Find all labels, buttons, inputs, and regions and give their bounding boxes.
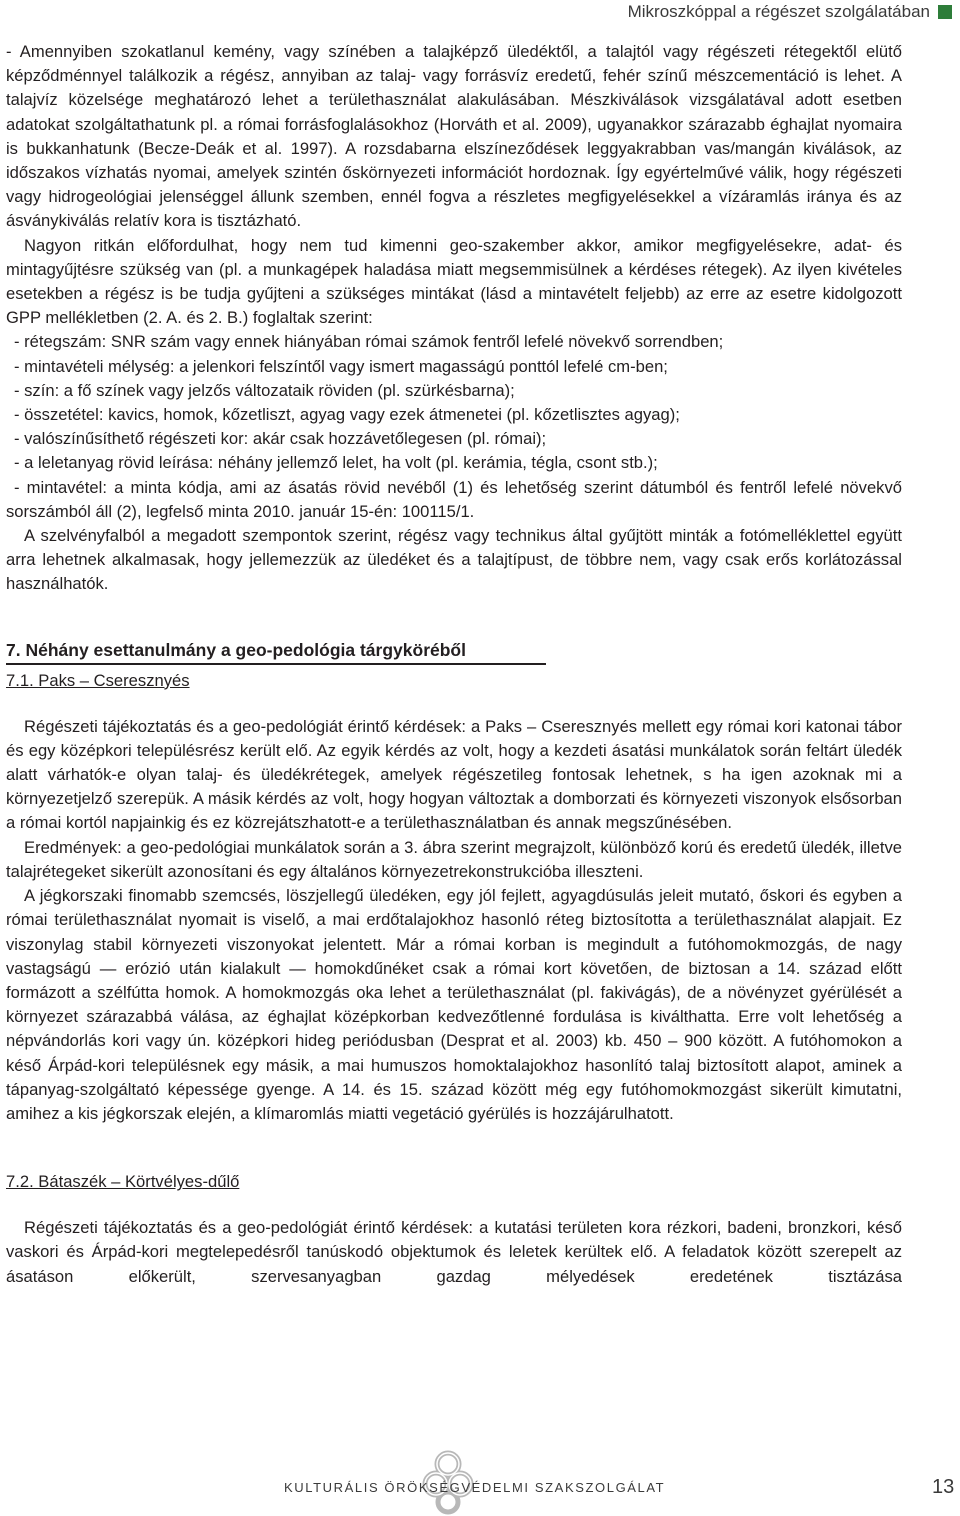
page-number: 13 [932, 1476, 955, 1498]
paragraph-paks-sand-movement: A jégkorszaki finomabb szemcsés, löszjellegű üledéken, egy jól fejlett, agyagdúsulás jeleit mutató, őskori és egyben a római területhasználat nyomait is viselő, a mai erdőtalajokhoz hasonló réteg biztosította a területhasználat alapjait. Ez viszonylag stabil környezeti viszonyokat jelentett. Már a római korban is megindult a futóhomokmozgás, de nagy vastagságú — erózió után kialakult — homokdűnéket csak a római kort követően, de biztosan a 14. század előtt formázott a szélfútta homok. A homokmozgás oka lehet a területhasználat (pl. fakivágás), de a növényzet gyérülését a környezet szárazabbá válása, az éghajlat középkorban kedvezőtlenné fordulása is kiválthatta. Erre volt lehetőség a népvándorlás kori vagy ún. középkori hideg periódusban (Desprat et al. 2003) kb. 450 – 900 között. A futóhomokon a késő Árpád-kori településnek egy másik, a mai humuszos homoktalajokhoz hasonlító talaj biztosított alapot, aminek a tápanyag-szolgáltató képessége gyenge. A 14. és 15. század között még egy futóhomokmozgást sikerült kimutatni, amihez a kis jégkorszak elején, a klímaromlás miatti vegetáció gyérülés is hozzájárulhatott. [6, 886, 902, 1123]
footer-organization: KULTURÁLIS ÖRÖKSÉGVÉDELMI SZAKSZOLGÁLAT [284, 1480, 666, 1495]
page-footer [0, 1440, 960, 1516]
sampling-criteria-list [6, 330, 902, 524]
running-header [628, 0, 952, 24]
paragraph-sampling-by-archaeologist: Nagyon ritkán előfordulhat, hogy nem tud kimenni geo-szakember akkor, amikor megfigyelésekre, adat- és mintagyűjtésre szükség van (pl. a munkagépek haladása miatt megsemmisülnek a kérdéses rétegek). Az ilyen kivételes esetekben a régész is be tudja gyűjteni a szükséges mintákat (lásd a mintavételt feljebb) az erre az esetre kidolgozott GPP mellékletben (2. A. és 2. B.) foglaltak szerint: [6, 235, 902, 328]
paragraph-paks-results: Eredmények: a geo-pedológiai munkálatok során a 3. ábra szerint megrajzolt, különböző korú és eredetű üledék, illetve talajrétegeket sikerült azonosítani és egy általános környezetrekonstrukcióba illeszteni. [6, 837, 902, 881]
paragraph-bataszek: Régészeti tájékoztatás és a geo-pedológiát érintő kérdések: a kutatási területen kora rézkori, badeni, bronzkori, késő vaskori és Árpád-kori megtelepedésről tanúskodó objektumok és leletek kerültek elő. A feladatok között szerepelt az ásatáson előkerült, szervesanyagban gazdag mélyedések eredetének tisztázása [6, 1218, 902, 1286]
subsection-heading-bataszek: 7.2. Bátaszék – Körtvélyes-dűlő [6, 1172, 240, 1192]
list-item: - rétegszám: SNR szám vagy ennek hiányában római számok fentről lefelé növekvő sorrendben; [14, 332, 724, 352]
list-item: - összetétel: kavics, homok, kőzetliszt, agyag vagy ezek átmenetei (pl. kőzetlisztes agyag); [14, 405, 680, 425]
page-body [6, 40, 902, 1289]
subsection-heading-paks: 7.1. Paks – Cseresznyés [6, 670, 190, 690]
paragraph-sample-usefulness: A szelvényfalból a megadott szempontok szerint, régész vagy technikus által gyűjtött minták a fotómelléklettel együtt arra lehetnek alkalmasak, hogy jellemezzük az üledéket és a talajtípust, de többre nem, vagy csak erős korlátozással használhatók. [6, 526, 902, 594]
list-item: - szín: a fő színek vagy jelzős változataik röviden (pl. szürkésbarna); [14, 380, 515, 400]
running-header-title: Mikroszkóppal a régészet szolgálatában [627, 2, 930, 21]
list-item: - valószínűsíthető régészeti kor: akár csak hozzávetőlegesen (pl. római); [14, 429, 547, 449]
list-item: - mintavételi mélység: a jelenkori felszíntől vagy ismert magasságú ponttól lefelé cm-ben; [14, 356, 668, 376]
list-item: - mintavétel: a minta kódja, ami az ásatás rövid nevéből (1) és lehetőség szerint dátumból és fentről lefelé növekvő sorszámból áll (2), legfelső minta 2010. január 15-én: 100115/1. [6, 477, 902, 521]
section-heading: 7. Néhány esettanulmány a geo-pedológia tárgyköréből [6, 638, 902, 665]
list-item: - a leletanyag rövid leírása: néhány jellemző lelet, ha volt (pl. kerámia, tégla, csont stb.); [14, 453, 658, 473]
green-square-icon [938, 5, 952, 19]
paragraph-mineral-precipitation: - Amennyiben szokatlanul kemény, vagy színében a talajképző üledéktől, a talajtól vagy régészeti rétegektől elütő képződménnyel találkozik a régész, annyiban az talaj- vagy forrásvíz eredetű, fehér színű mészcementáció is lehet. A talajvíz közelsége meghatározó lehet a területhasználat alakulásában. Mészkiválások vizsgálatával adott esetben adatokat szolgáltathatunk pl. a római forrásfoglalásokhoz (Horváth et al. 2009), ugyanakkor szárazabb éghajlat nyomaira is bukkanhatunk (Becze-Deák et al. 1997). A rozsdabarna elszíneződések leggyakrabban vas/mangán kiválások, az időszakos vízhatás nyomai, amelyek szintén őskörnyezeti információt hordoznak. Így egyértelművé válik, hogy régészeti vagy hidrogeológiai jelenséggel állunk szemben, ennél fogva a részletes megfigyelésekkel a vízáramlás iránya és az ásványkiválás relatív kora is tisztázható. [6, 42, 902, 231]
paragraph-paks-questions: Régészeti tájékoztatás és a geo-pedológiát érintő kérdések: a Paks – Cseresznyés mellett egy római kori katonai tábor és egy középkori településrész került elő. Az egyik kérdés az volt, hogy a kezdeti ásatási munkálatok során feltárt üledék alatt várhatók-e olyan talaj- és üledékrétegek, amelyek régészetileg fontosak lehetnek, s ha igen azoknak mi a környezetjelző szerepük. A másik kérdés az volt, hogy hogyan változtak a domborzati és környezeti viszonyok elsősorban a római kortól napjainkig és ez közrejátszhatott-e a területhasználatban és annak megszűnésében. [6, 716, 902, 833]
